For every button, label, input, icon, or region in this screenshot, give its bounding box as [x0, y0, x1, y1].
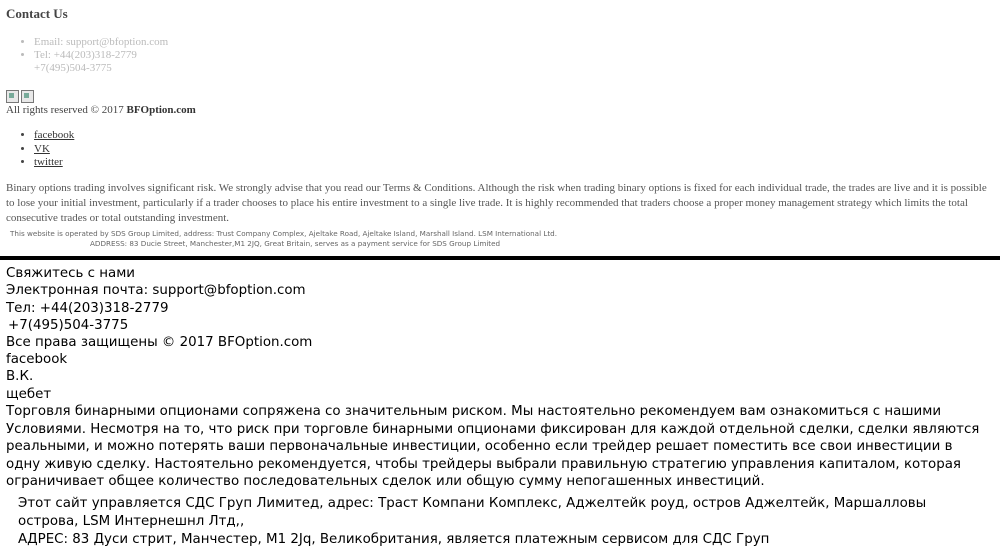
translated-vk[interactable]: В.К. — [6, 369, 34, 384]
translated-risk-disclaimer: Торговля бинарными опционами сопряжена со значительным риском. Мы настоятельно рекомендуем вам ознакомиться с нашими Условиями. Несмотря на то, что риск при торговле бинарными опционами фиксирован для каждой отдельной сделки, сделки являются реальными, и можно потерять ваши первоначальные инвестиции, особенно если трейдер решает поместить все свои инвестиции в одну живую сделку. Настоятельно рекомендуется, чтобы трейдеры выбрали правильную стратегию управления капиталом, которая ограничивает общее количество последовательных сделок или общую сумму непогашенных инвестиций. — [6, 404, 980, 489]
translated-twitter[interactable]: щебет — [6, 387, 52, 402]
operator-line-1: This website is operated by SDS Group Limited, address: Trust Company Complex, Ajeltake Road, Ajeltake Island, Marshall Island. LSM International Ltd. — [10, 229, 558, 238]
contact-phone-line-1: Tel: +44(203)318-2779 — [34, 49, 137, 61]
contact-email: • Email: support@bfoption.com — [34, 36, 168, 49]
vk-link[interactable]: VK — [34, 142, 50, 155]
social-item — [34, 143, 74, 157]
original-footer — [0, 0, 1000, 256]
contact-list — [6, 36, 168, 75]
operator-notice — [10, 229, 557, 249]
contact-phone-line-2: +7(495)504-3775 — [34, 62, 112, 74]
contact-phone — [34, 49, 168, 75]
operator-line-2: ADDRESS: 83 Ducie Street, Manchester,M1 2JQ, Great Britain, serves as a payment service for SDS Group Limited — [90, 239, 501, 248]
translated-facebook[interactable]: facebook — [6, 352, 68, 367]
social-item — [34, 129, 74, 143]
translated-email: Электронная почта: support@bfoption.com — [6, 283, 306, 298]
payment-images — [6, 90, 34, 103]
broken-image-icon — [21, 90, 34, 103]
translated-copyright: Все права защищены © 2017 BFOption.com — [6, 335, 313, 350]
translated-operator-line-2: АДРЕС: 83 Дуси стрит, Манчестер, M1 2Jq, Великобритания, является платежным сервисом для СДС Груп — [18, 532, 770, 547]
copyright — [6, 104, 196, 116]
translated-phone-1: Тел: +44(203)318-2779 — [6, 301, 169, 316]
social-links — [6, 129, 74, 170]
translated-phone-2: +7(495)504-3775 — [8, 318, 129, 333]
facebook-link[interactable]: facebook — [34, 129, 75, 141]
contact-title: Contact Us — [6, 6, 68, 21]
broken-image-icon — [6, 90, 19, 103]
social-item — [34, 156, 74, 170]
twitter-link[interactable]: twitter — [34, 156, 63, 168]
copyright-text: All rights reserved © 2017 — [6, 104, 124, 116]
translated-footer — [0, 260, 1000, 558]
translated-contact-title: Свяжитесь с нами — [6, 266, 135, 281]
risk-disclaimer: Binary options trading involves significant risk. We strongly advise that you read our Terms & Conditions. Although the risk when trading binary options is fixed for each individual trade, the trades are live and it is possible to lose your initial investment, particularly if a trader chooses to place his entire investment to a single live trade. It is highly recommended that traders choose a proper money management strategy which limits the total consecutive trades or total outstanding investment. — [6, 182, 987, 224]
brand-name: BFOption.com — [126, 104, 196, 116]
translated-operator-line-1: Этот сайт управляется СДС Груп Лимитед, адрес: Траст Компани Комплекс, Аджелтейк роуд, остров Аджелтейк, Маршалловы острова, LSM Интернешнл Лтд,, — [18, 496, 927, 529]
